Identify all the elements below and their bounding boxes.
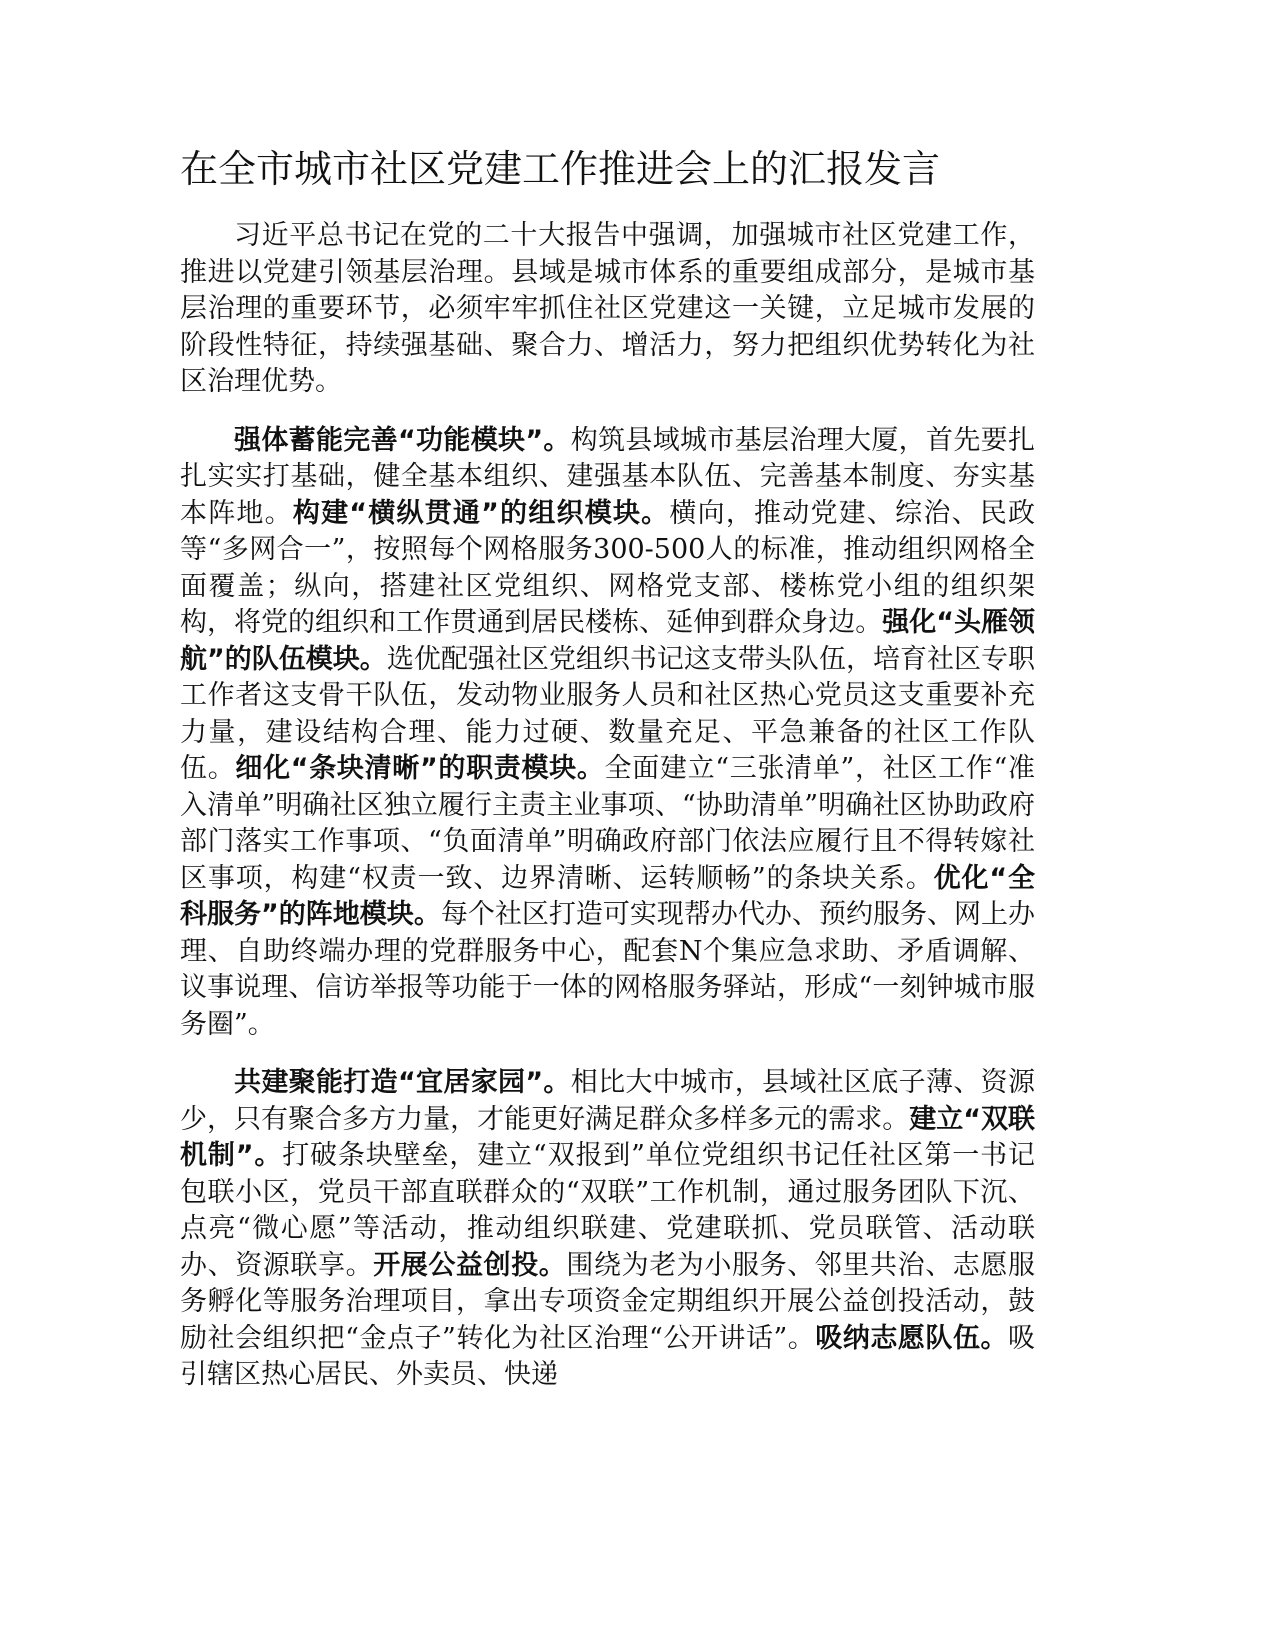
section-2-text-2: 围绕为老为小服务、邻里共治、志愿服务孵化等服务治理项目，拿出专项资金定期组织开展公益创投活动，鼓励社会组织把“金点子”转化为社区治理“公开讲话”。 bbox=[180, 1249, 1036, 1354]
section-2-paragraph bbox=[180, 1065, 1035, 1394]
section-1-text-2: 选优配强社区党组织书记这支带头队伍，培育社区专职工作者这支骨干队伍，发动物业服务人员和社区热心党员这支重要补充力量，建设结构合理、能力过硬、数量充足、平急兼备的社区工作队伍。 bbox=[180, 643, 1035, 784]
document-title: 在全市城市社区党建工作推进会上的汇报发言 bbox=[180, 147, 941, 191]
section-1-subheading-3: 细化“条块清晰”的职责模块。 bbox=[235, 753, 605, 784]
section-1-text-3: 全面建立“三张清单”，社区工作“准入清单”明确社区独立履行主责主业事项、“协助清单”明确社区协助政府部门落实工作事项、“负面清单”明确政府部门依法应履行且不得转嫁社区事项，构建“权责一致、边界清晰、运转顺畅”的条块关系。 bbox=[180, 753, 1035, 894]
intro-paragraph: 习近平总书记在党的二十大报告中强调，加强城市社区党建工作，推进以党建引领基层治理。县域是城市体系的重要组成部分，是城市基层治理的重要环节，必须牢牢抓住社区党建这一关键，立足城市发展的阶段性特征，持续强基础、聚合力、增活力，努力把组织优势转化为社区治理优势。 bbox=[180, 220, 1035, 397]
section-2-text-3: 吸引辖区热心居民、外卖员、快递 bbox=[180, 1322, 1035, 1390]
section-1-subheading-2: 强化“头雁领航”的队伍模块。 bbox=[180, 607, 1036, 675]
section-1-subheading-1: 构建“横纵贯通”的组织模块。 bbox=[292, 497, 670, 529]
section-1-subheading-4: 优化“全科服务”的阵地模块。 bbox=[180, 862, 1035, 930]
section-2-subheading-3: 吸纳志愿队伍。 bbox=[815, 1322, 1008, 1354]
section-2-text-1: 打破条块壁垒，建立“双报到”单位党组织书记任社区第一书记包联小区，党员干部直联群众的“双联”工作机制，通过服务团队下沉、点亮“微心愿”等活动，推动组织联建、党建联抓、党员联管、活动联办、资源联享。 bbox=[180, 1140, 1035, 1281]
section-2-subheading-2: 开展公益创投。 bbox=[373, 1249, 567, 1281]
section-1-paragraph bbox=[180, 423, 1035, 1044]
section-2-subheading-1: 建立“双联机制”。 bbox=[180, 1103, 1035, 1171]
section-1-heading: 强体蓄能完善“功能模块”。 bbox=[234, 424, 571, 456]
document-page bbox=[180, 138, 1035, 1416]
section-1-text-1: 横向，推动党建、综治、民政等“多网合一”，按照每个网格服务300-500人的标准，推动组织网格全面覆盖；纵向，搭建社区党组织、网格党支部、楼栋党小组的组织架构，将党的组织和工作贯通到居民楼栋、延伸到群众身边。 bbox=[180, 497, 1036, 638]
section-1-text-4: 每个社区打造可实现帮办代办、预约服务、网上办理、自助终端办理的党群服务中心，配套N个集应急求助、矛盾调解、议事说理、信访举报等功能于一体的网格服务驿站，形成“一刻钟城市服务圈”。 bbox=[180, 899, 1035, 1040]
section-2-text-0: 相比大中城市，县域社区底子薄、资源少，只有聚合多方力量，才能更好满足群众多样多元的需求。 bbox=[180, 1067, 1035, 1135]
section-1-text-0: 构筑县域城市基层治理大厦，首先要扎扎实实打基础，健全基本组织、建强基本队伍、完善基本制度、夯实基本阵地。 bbox=[180, 424, 1035, 529]
section-2-heading: 共建聚能打造“宜居家园”。 bbox=[234, 1067, 571, 1098]
